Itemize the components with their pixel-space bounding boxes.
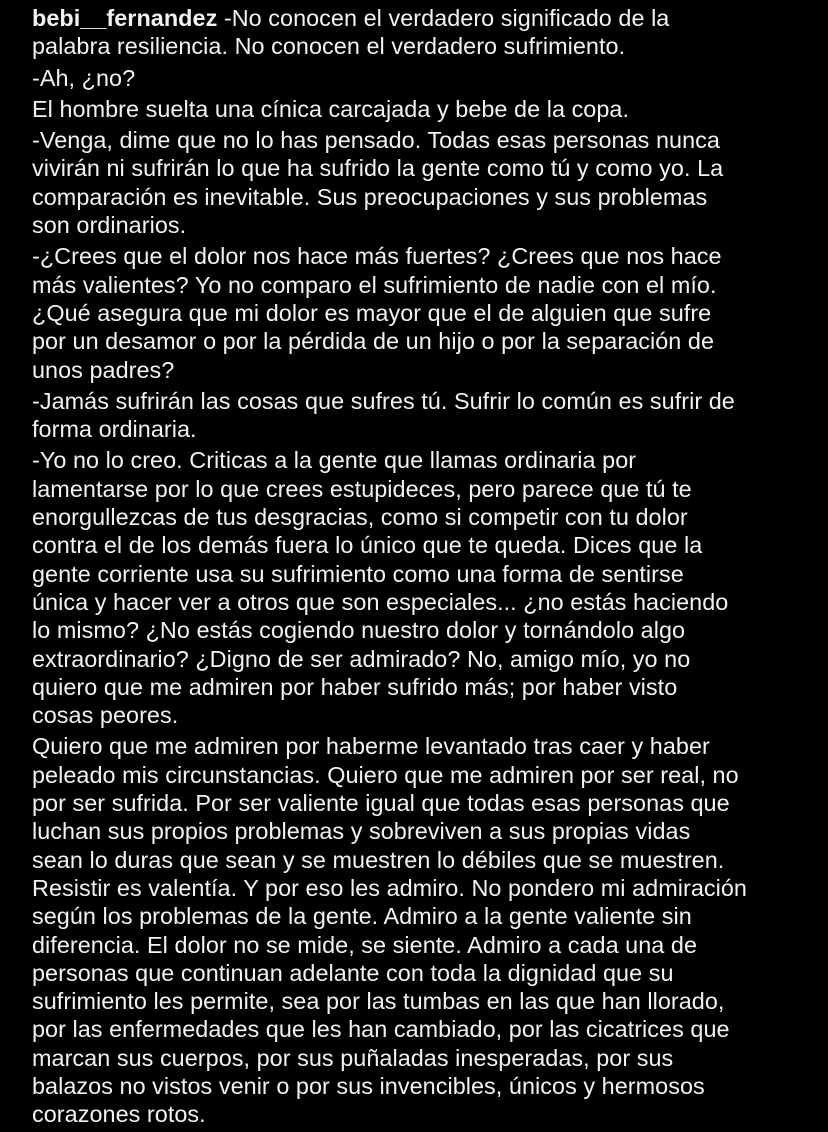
caption-line: son ordinarios. — [32, 212, 187, 239]
caption-line: -Venga, dime que no lo has pensado. Todas esas personas nunca — [32, 127, 720, 154]
caption-line: lo mismo? ¿No estás cogiendo nuestro dolor y tornándolo algo — [32, 617, 686, 644]
caption-line: cosas peores. — [32, 702, 179, 729]
caption-line: sean lo duras que sean y se muestren lo débiles que se muestren. — [32, 846, 725, 873]
caption-line: marcan sus cuerpos, por sus puñaladas inesperadas, por sus — [32, 1044, 674, 1071]
caption-paragraph — [32, 126, 822, 239]
caption-line: más valientes? Yo no comparo el sufrimiento de nadie con el mío. — [32, 271, 717, 298]
caption-paragraph — [32, 4, 822, 61]
caption-line: vivirán ni sufrirán lo que ha sufrido la gente como tú y como yo. La — [32, 155, 724, 182]
caption-line: extraordinario? ¿Digno de ser admirado? No, amigo mío, yo no — [32, 645, 691, 672]
caption-line: forma ordinaria. — [32, 416, 197, 443]
caption-line: Quiero que me admiren por haberme levantado tras caer y haber — [32, 733, 710, 760]
caption-line: -Jamás sufrirán las cosas que sufres tú. Sufrir lo común es sufrir de — [32, 387, 735, 414]
caption-line: contra el de los demás fuera lo único que te queda. Dices que la — [32, 532, 703, 559]
caption-line: -¿Crees que el dolor nos hace más fuertes? ¿Crees que nos hace — [32, 243, 722, 270]
caption-line: luchan sus propios problemas y sobreviven a sus propias vidas — [32, 818, 691, 845]
caption-line: palabra resiliencia. No conocen el verdadero sufrimiento. — [32, 33, 626, 60]
caption-line: por las enfermedades que les han cambiado, por las cicatrices que — [32, 1016, 730, 1043]
caption-line: corazones rotos. — [32, 1101, 206, 1128]
caption-paragraph — [32, 95, 822, 123]
caption-line: por un desamor o por la pérdida de un hijo o por la separación de — [32, 328, 715, 355]
caption-line: diferencia. El dolor no se mide, se siente. Admiro a cada una de — [32, 931, 698, 958]
caption-line: ¿Qué asegura que mi dolor es mayor que el de alguien que sufre — [32, 299, 712, 326]
caption-line: enorgullezcas de tus desgracias, como si competir con tu dolor — [32, 504, 688, 531]
caption-paragraph — [32, 242, 822, 383]
caption-line: comparación es inevitable. Sus preocupaciones y sus problemas — [32, 183, 708, 210]
caption-line: quiero que me admiren por haber sufrido más; por haber visto — [32, 673, 678, 700]
caption-line: sufrimiento les permite, sea por las tumbas en las que han llorado, — [32, 988, 725, 1015]
caption-line: personas que continuan adelante con toda la dignidad que su — [32, 959, 674, 986]
caption-line: -Ah, ¿no? — [32, 64, 136, 91]
caption-paragraph — [32, 387, 822, 444]
caption-line: El hombre suelta una cínica carcajada y bebe de la copa. — [32, 95, 630, 122]
username-link[interactable]: bebi__fernandez — [32, 5, 218, 31]
caption-line: según los problemas de la gente. Admiro a la gente valiente sin — [32, 903, 692, 930]
caption-line: peleado mis circunstancias. Quiero que me admiren por ser real, no — [32, 761, 739, 788]
post-caption — [32, 4, 822, 1132]
caption-line: gente corriente usa su sufrimiento como una forma de sentirse — [32, 560, 684, 587]
caption-line: única y hacer ver a otros que son especiales... ¿no estás haciendo — [32, 588, 729, 615]
caption-line: Resistir es valentía. Y por eso les admiro. No pondero mi admiración — [32, 874, 747, 901]
caption-paragraph — [32, 446, 822, 729]
caption-text: -No conocen el verdadero significado de la — [217, 5, 670, 31]
caption-line: por ser sufrida. Por ser valiente igual que todas esas personas que — [32, 790, 730, 817]
caption-line: lamentarse por lo que crees estupideces, pero parece que tú te — [32, 475, 692, 502]
caption-paragraph — [32, 64, 822, 92]
caption-line: balazos no vistos venir o por sus invencibles, únicos y hermosos — [32, 1072, 705, 1099]
caption-paragraph — [32, 732, 822, 1128]
caption-line: unos padres? — [32, 356, 175, 383]
caption-line — [32, 4, 822, 32]
caption-line: -Yo no lo creo. Criticas a la gente que llamas ordinaria por — [32, 447, 637, 474]
